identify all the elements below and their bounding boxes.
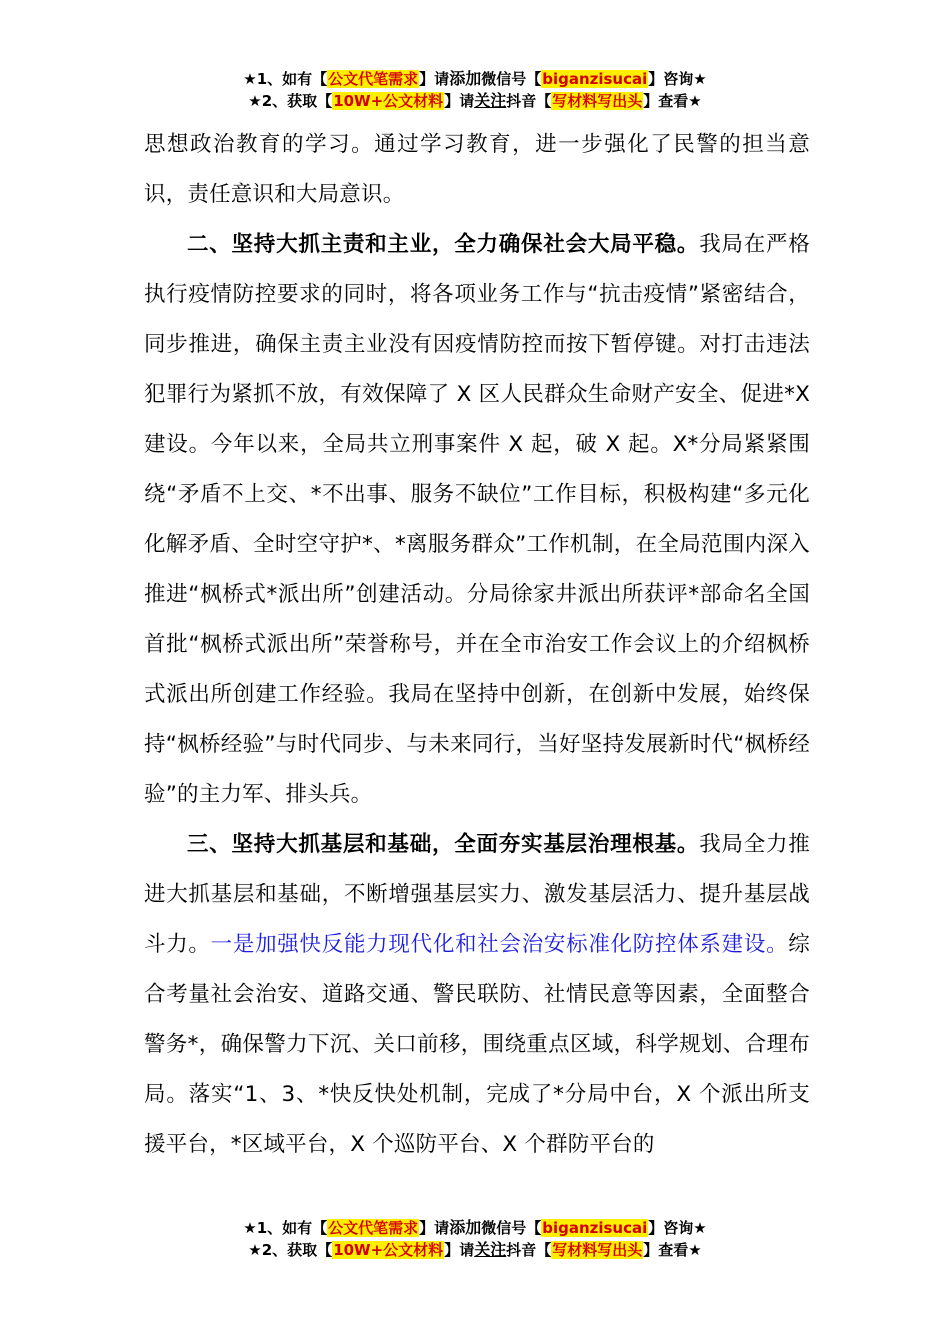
banner-text: 】查看★ [643, 92, 702, 110]
highlight-wechat-id: biganzisucai [542, 70, 648, 88]
banner-text: ★1、如有【 [243, 70, 328, 88]
banner-text: 】请 [444, 92, 475, 110]
banner-text: ★2、获取【 [248, 1241, 333, 1259]
highlight-wechat-id: biganzisucai [542, 1219, 648, 1237]
banner-emphasis: 添加 [449, 69, 482, 88]
paragraph-3 [144, 820, 810, 1170]
banner-line-2 [0, 90, 950, 112]
banner-text: 】咨询★ [648, 70, 707, 88]
banner-emphasis: 关注 [474, 1240, 507, 1259]
banner-emphasis: 关注 [474, 91, 507, 110]
banner-text: 】请 [419, 1219, 450, 1237]
banner-text: 抖音【 [506, 92, 552, 110]
banner-text: 微信号【 [481, 70, 542, 88]
banner-text: 微信号【 [481, 1219, 542, 1237]
section-heading-2: 二、坚持大抓主责和主业，全力确保社会大局平稳。 [187, 232, 700, 257]
banner-line-1 [0, 68, 950, 90]
header-banner [0, 68, 950, 112]
paragraph-3-subheading: 一是加强快反能力现代化和社会治安标准化防控体系建设。 [210, 932, 789, 957]
paragraph-1: 思想政治教育的学习。通过学习教育，进一步强化了民警的担当意识，责任意识和大局意识。 [144, 132, 810, 207]
paragraph-2 [144, 220, 810, 820]
document-body [144, 120, 810, 1170]
banner-text: ★2、获取【 [248, 92, 333, 110]
banner-line-2 [0, 1239, 950, 1261]
footer-banner [0, 1217, 950, 1261]
banner-text: 】查看★ [643, 1241, 702, 1259]
highlight-materials: 10W+公文材料 [333, 92, 444, 110]
section-heading-3: 三、坚持大抓基层和基础，全面夯实基层治理根基。 [187, 832, 700, 857]
highlight-service: 公文代笔需求 [328, 70, 419, 88]
highlight-service: 公文代笔需求 [328, 1219, 419, 1237]
highlight-materials: 10W+公文材料 [333, 1241, 444, 1259]
banner-emphasis: 添加 [449, 1218, 482, 1237]
highlight-douyin: 写材料写出头 [552, 1241, 643, 1259]
banner-text: 】请 [444, 1241, 475, 1259]
highlight-douyin: 写材料写出头 [552, 92, 643, 110]
banner-text: 】请 [419, 70, 450, 88]
paragraph-3-text: 我局全力推进大抓基层和基础，不断增强基层实力、激发基层活力、提升基层战斗力。 [144, 832, 810, 957]
paragraph-2-text: 我局在严格执行疫情防控要求的同时，将各项业务工作与“抗击疫情”紧密结合，同步推进，确保主责主业没有因疫情防控而按下暂停键。对打击违法犯罪行为紧抓不放，有效保障了 X 区人民群众生命财产安全、促进*X 建设。今年以来，全局共立刑事案件 X 起，破 X 起。X*分局紧紧围绕“矛盾不上交、*不出事、服务不缺位”工作目标，积极构建“多元化化解矛盾、全时空守护*、*离服务群众”工作机制，在全局范围内深入推进“枫桥式*派出所”创建活动。分局徐家井派出所获评*部命名全国首批“枫桥式派出所”荣誉称号，并在全市治安工作会议上的介绍枫桥式派出所创建工作经验。我局在坚持中创新，在创新中发展，始终保持“枫桥经验”与时代同步、与未来同行，当好坚持发展新时代“枫桥经验”的主力军、排头兵。 [144, 232, 810, 807]
banner-text: 】咨询★ [648, 1219, 707, 1237]
paragraph-3-tail: 综合考量社会治安、道路交通、警民联防、社情民意等因素，全面整合警务*，确保警力下沉、关口前移，围绕重点区域，科学规划、合理布局。落实“1、3、*快反快处机制，完成了*分局中台，X 个派出所支援平台，*区域平台，X 个巡防平台、X 个群防平台的 [144, 932, 810, 1157]
banner-line-1 [0, 1217, 950, 1239]
banner-text: 抖音【 [506, 1241, 552, 1259]
banner-text: ★1、如有【 [243, 1219, 328, 1237]
